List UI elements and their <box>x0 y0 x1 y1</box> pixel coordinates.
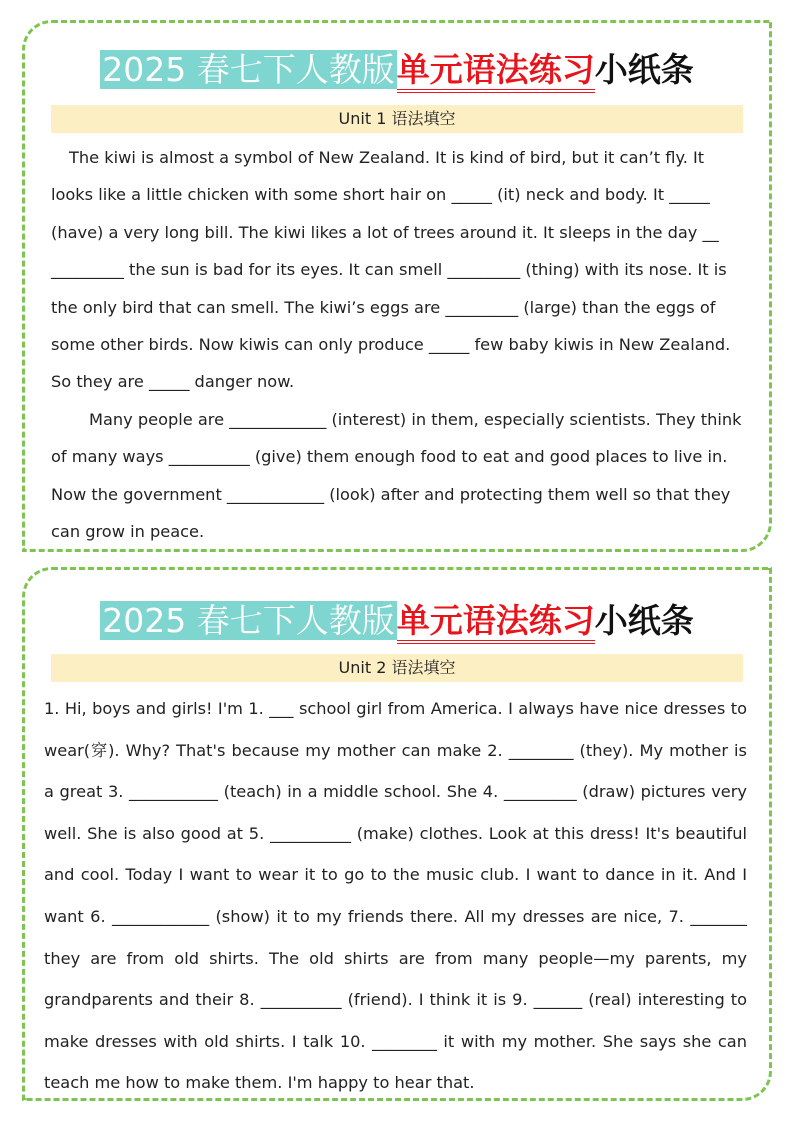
card-title <box>25 596 769 646</box>
title-red: 单元语法练习 <box>397 601 595 644</box>
title-red: 单元语法练习 <box>397 50 595 93</box>
card-title <box>25 45 769 95</box>
paragraph-1: The kiwi is almost a symbol of New Zealand. It is kind of bird, but it can’t fly. It looks like a little chicken with some short hair on _____ (it) neck and body. It _____ (have) a very long bill. The kiwi likes a lot of trees around it. It sleeps in the day __ _________ the sun is bad for its eyes. It can smell _________ (thing) with its nose. It is the only bird that can smell. The kiwi’s eggs are _________ (large) than the eggs of some other birds. Now kiwis can only produce _____ few baby kiwis in New Zealand. So they are _____ danger now. <box>51 148 731 392</box>
exercise-text <box>44 688 747 1104</box>
paragraph: 1. Hi, boys and girls! I'm 1. ___ school girl from America. I always have nice dresses to wear(穿). Why? That's because my mother can make 2. ________ (they). My mother is a great 3. ___________ (teach) in a middle school. She 4. _________ (draw) pictures very well. She is also good at 5. __________ (make) clothes. Look at this dress! It's beautiful and cool. Today I want to wear it to go to the music club. I want to dance in it. And I want 6. ____________ (show) it to my friends there. All my dresses are nice, 7. _______ they are from old shirts. The old shirts are from many people—my parents, my grandparents and their 8. __________ (friend). I think it is 9. ______ (real) interesting to make dresses with old shirts. I talk 10. ________ it with my mother. She says she can teach me how to make them. I'm happy to hear that. <box>44 699 747 1093</box>
unit-label-bar: Unit 2 语法填空 <box>51 654 743 682</box>
worksheet-card-unit2 <box>22 567 772 1101</box>
exercise-text <box>51 139 745 550</box>
unit-label-bar: Unit 1 语法填空 <box>51 105 743 133</box>
title-black: 小纸条 <box>594 50 694 89</box>
worksheet-card-unit1 <box>22 20 772 552</box>
paragraph-2: Many people are ____________ (interest) in them, especially scientists. They think of many ways __________ (give) them enough food to eat and good places to live in. Now the government ____________ (look) after and protecting them well so that they can grow in peace. <box>51 409 742 542</box>
title-black: 小纸条 <box>594 601 694 640</box>
title-highlight: 2025 春七下人教版 <box>102 50 395 89</box>
title-highlight: 2025 春七下人教版 <box>102 601 395 640</box>
